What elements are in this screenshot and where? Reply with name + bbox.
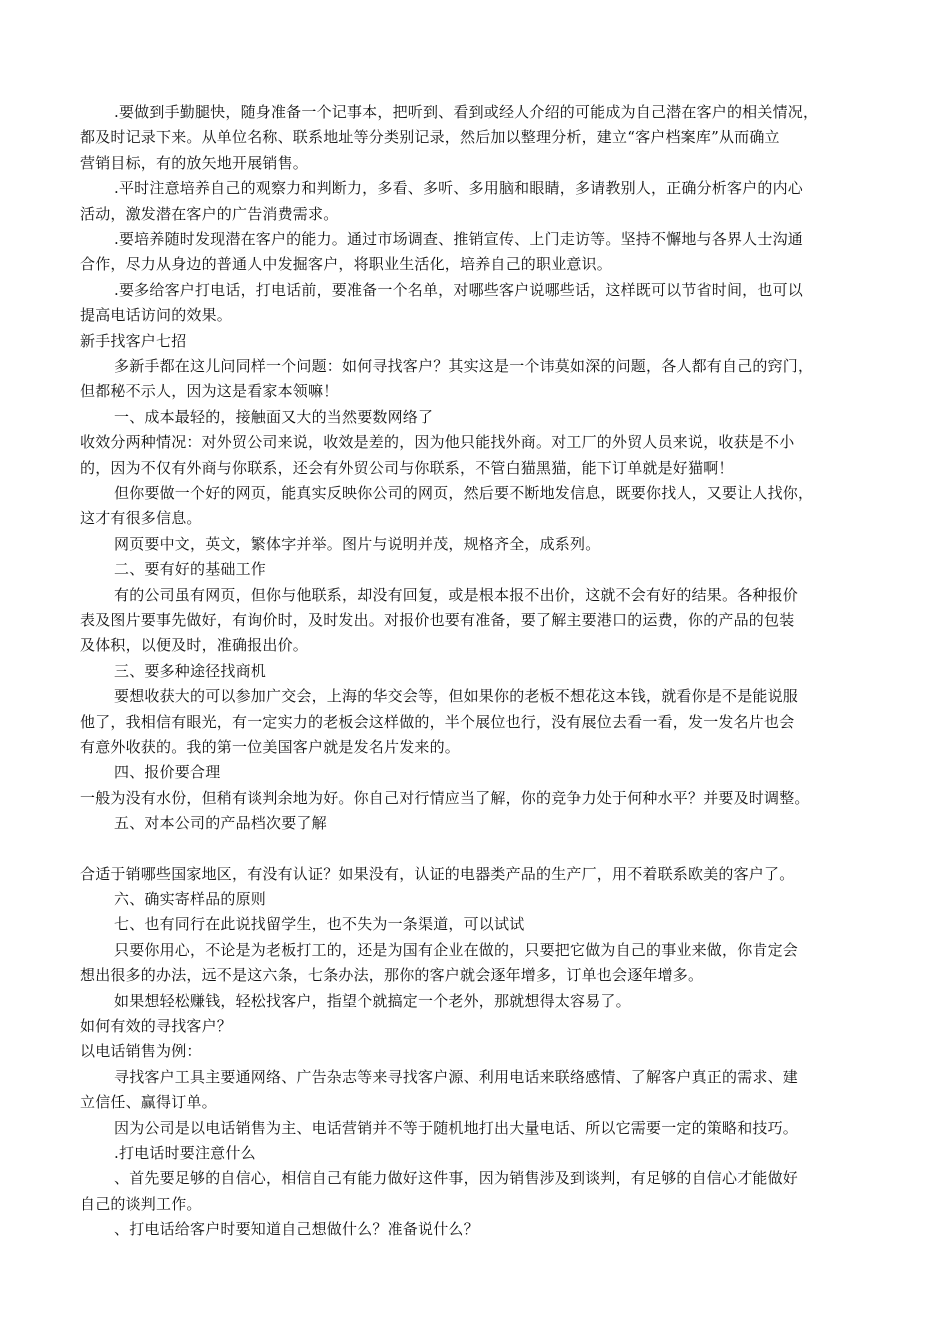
- text-line: 三、要多种途径找商机: [114, 661, 267, 680]
- text-line: 表及图片要事先做好，有询价时，及时发出。对报价也要有准备，要了解主要港口的运费，你的产品的包装: [80, 610, 795, 629]
- paragraph: [80, 1217, 890, 1242]
- text-line: 五、对本公司的产品档次要了解: [114, 814, 327, 833]
- text-line: 但你要做一个好的网页，能真实反映你公司的网页，然后要不断地发信息，既要你找人，又要让人找你，: [114, 484, 814, 502]
- text-line: 新手找客户七招: [80, 331, 187, 350]
- text-line: 如何有效的寻找客户？: [80, 1017, 233, 1035]
- text-line: 活动，激发潜在客户的广告消费需求。: [80, 204, 339, 223]
- text-line: .要做到手勤腿快，随身准备一个记事本，把听到、看到或经人介绍的可能成为自己潜在客户的相关情况，: [114, 103, 819, 121]
- text-line: 四、报价要合理: [114, 763, 221, 782]
- paragraph: [80, 1141, 890, 1166]
- text-line: 寻找客户工具主要通网络、广告杂志等来寻找客户源、利用电话来联络感情、了解客户真正的需求、建: [114, 1067, 799, 1086]
- text-line: .要培养随时发现潜在客户的能力。通过市场调查、推销宣传、上门走访等。坚持不懈地与各界人士沟通: [114, 230, 803, 248]
- paragraph: [80, 989, 890, 1014]
- text-line: 以电话销售为例：: [80, 1042, 202, 1061]
- text-line: 七、也有同行在此说找留学生，也不失为一条渠道，可以试试: [114, 915, 525, 934]
- text-line: 想出很多的办法，远不是这六条，七条办法，那你的客户就会逐年增多，订单也会逐年增多。: [80, 966, 704, 985]
- text-line: 、首先要足够的自信心，相信自己有能力做好这件事，因为销售涉及到谈判，有足够的自信心才能做好: [114, 1169, 799, 1188]
- paragraph: [80, 532, 890, 557]
- paragraph: [80, 481, 890, 532]
- paragraph: [80, 405, 890, 430]
- paragraph: [80, 912, 890, 937]
- paragraph: [80, 938, 890, 989]
- text-line: 提高电话访问的效果。: [80, 306, 233, 325]
- text-line: 合适于销哪些国家地区，有没有认证？如果没有，认证的电器类产品的生产厂，用不着联系欧美的客户了。: [80, 864, 795, 883]
- text-line: 因为公司是以电话销售为主、电话营销并不等于随机地打出大量电话、所以它需要一定的策略和技巧。: [114, 1118, 799, 1137]
- paragraph: [80, 329, 890, 354]
- paragraph: [80, 583, 890, 659]
- paragraph: [80, 176, 890, 227]
- paragraph: [80, 760, 890, 785]
- paragraph: [80, 862, 890, 887]
- text-line: 的，因为不仅有外商与你联系，还会有外贸公司与你联系，不管白猫黑猫，能下订单就是好猫啊！: [80, 458, 734, 477]
- text-line: .要多给客户打电话，打电话前，要准备一个名单，对哪些客户说哪些话，这样既可以节省时间，也可以: [114, 280, 803, 299]
- text-line: 他了，我相信有眼光，有一定实力的老板会这样做的，半个展位也行，没有展位去看一看，发一发名片也会: [80, 712, 795, 731]
- text-line: 收效分两种情况：对外贸公司来说，收效是差的，因为他只能找外商。对工厂的外贸人员来说，收获是不小: [80, 433, 795, 452]
- paragraph: [80, 811, 890, 836]
- text-line: 如果想轻松赚钱，轻松找客户，指望个就搞定一个老外，那就想得太容易了。: [114, 991, 631, 1010]
- text-line: 多新手都在这儿问同样一个问题：如何寻找客户？其实这是一个讳莫如深的问题，各人都有自己的窍门，: [114, 357, 814, 375]
- paragraph: [80, 100, 890, 176]
- text-line: 但都秘不示人，因为这是看家本领嘛！: [80, 382, 339, 401]
- text-line: 营销目标，有的放矢地开展销售。: [80, 153, 309, 172]
- text-line: 二、要有好的基础工作: [114, 560, 267, 579]
- text-line: 立信任、赢得订单。: [80, 1093, 217, 1112]
- text-line: 只要你用心，不论是为老板打工的，还是为国有企业在做的，只要把它做为自己的事业来做，你肯定会: [114, 940, 799, 959]
- text-line: .平时注意培养自己的观察力和判断力，多看、多听、多用脑和眼睛，多请教别人，正确分析客户的内心: [114, 179, 803, 198]
- paragraph: [80, 278, 890, 329]
- text-line: 要想收获大的可以参加广交会，上海的华交会等，但如果你的老板不想花这本钱，就看你是不是能说服: [114, 687, 799, 706]
- paragraph: [80, 1014, 890, 1039]
- text-line: 一、成本最轻的，接触面又大的当然要数网络了: [114, 407, 434, 426]
- paragraph: [80, 684, 890, 760]
- text-line: 一般为没有水份，但稍有谈判余地为好。你自己对行情应当了解，你的竞争力处于何种水平？并要及时调整。: [80, 788, 810, 807]
- paragraph: [80, 1116, 890, 1141]
- text-line: 合作，尽力从身边的普通人中发掘客户，将职业生活化，培养自己的职业意识。: [80, 255, 613, 274]
- paragraph: [80, 659, 890, 684]
- paragraph: [80, 887, 890, 912]
- text-line: 这才有很多信息。: [80, 509, 202, 528]
- paragraph: [80, 1166, 890, 1217]
- text-line: 及体积，以便及时，准确报出价。: [80, 636, 309, 655]
- text-line: 网页要中文，英文，繁体字并举。图片与说明并茂，规格齐全，成系列。: [114, 534, 601, 553]
- text-line: 六、确实寄样品的原则: [114, 890, 267, 908]
- text-line: .打电话时要注意什么: [114, 1144, 256, 1162]
- paragraph: [80, 1065, 890, 1116]
- paragraph: [80, 1039, 890, 1064]
- text-line: 有的公司虽有网页，但你与他联系，却没有回复，或是根本报不出价，这就不会有好的结果。各种报价: [114, 585, 799, 604]
- paragraph: [80, 354, 890, 405]
- paragraph: [80, 786, 890, 811]
- paragraph: [80, 227, 890, 278]
- paragraph: [80, 430, 890, 481]
- paragraph: [80, 557, 890, 582]
- text-line: 有意外收获的。我的第一位美国客户就是发名片发来的。: [80, 737, 461, 756]
- text-line: 自己的谈判工作。: [80, 1194, 202, 1213]
- text-line: 、打电话给客户时要知道自己想做什么？准备说什么？: [114, 1220, 479, 1239]
- text-line: 都及时记录下来。从单位名称、联系地址等分类别记录，然后加以整理分析，建立“客户档案库”从而确立: [80, 128, 780, 147]
